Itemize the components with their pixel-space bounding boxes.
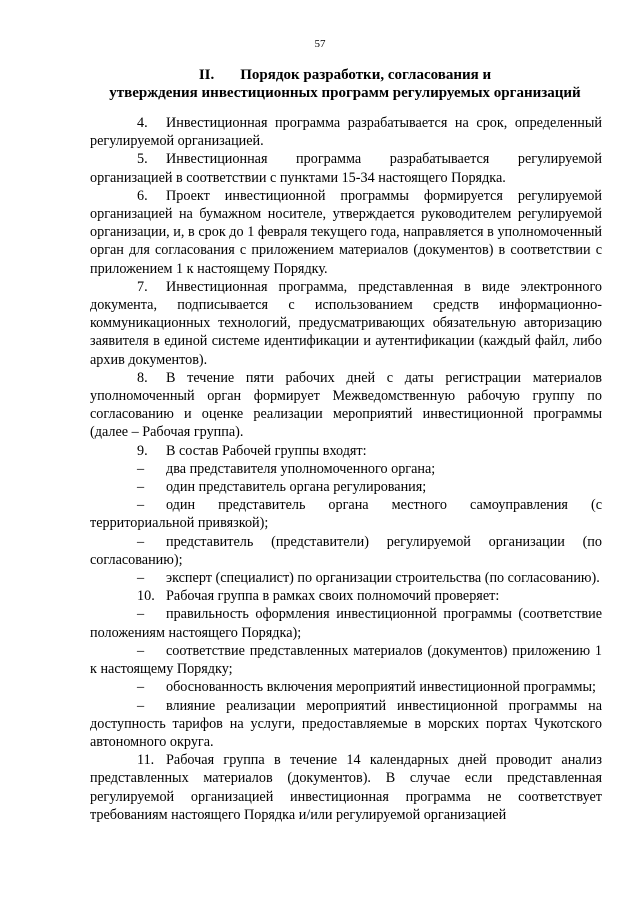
paragraph-number: 8. xyxy=(137,369,148,386)
paragraph-number: 9. xyxy=(137,442,148,459)
list-dash: – xyxy=(137,570,145,587)
list-item xyxy=(90,697,602,752)
list-item xyxy=(90,605,602,641)
list-item-text: соответствие представленных материалов (документов) приложению 1 к настоящему Порядку; xyxy=(90,642,602,678)
paragraph-text: Инвестиционная программа разрабатывается на срок, определенный регулируемой организацией. xyxy=(90,115,602,150)
list-item xyxy=(90,478,602,496)
paragraph-text: Рабочая группа в рамках своих полномочий проверяет: xyxy=(166,588,500,605)
list-item xyxy=(90,569,602,587)
paragraph-number: 7. xyxy=(137,278,148,295)
paragraph-text: Инвестиционная программа разрабатывается регулируемой организацией в соответствии с пунктами 15-34 настоящего Порядка. xyxy=(90,151,602,186)
list-item-text: один представитель органа местного самоуправления (с территориальной привязкой); xyxy=(90,497,602,532)
paragraph-4 xyxy=(90,114,602,150)
paragraph-11 xyxy=(90,751,602,824)
paragraph-number: 6. xyxy=(137,187,148,204)
paragraph-number: 10. xyxy=(137,588,155,605)
list-dash: – xyxy=(137,642,145,659)
document-body xyxy=(90,114,602,824)
list-dash: – xyxy=(137,679,145,696)
list-dash: – xyxy=(137,697,145,714)
list-dash: – xyxy=(137,497,145,514)
section-heading xyxy=(90,66,600,102)
paragraph-5 xyxy=(90,150,602,186)
list-item-text: один представитель органа регулирования; xyxy=(166,479,427,496)
paragraph-text: В состав Рабочей группы входят: xyxy=(166,442,367,459)
list-item-text: правильность оформления инвестиционной программы (соответствие положениям настоящего Порядка); xyxy=(90,606,602,641)
list-item-text: влияние реализации мероприятий инвестиционной программы на доступность тарифов на услуги, предоставляемые в морских портах Чукотского автономного округа. xyxy=(90,697,602,750)
paragraph-number: 5. xyxy=(137,151,148,168)
paragraph-text: Инвестиционная программа, представленная в виде электронного документа, подписывается с использованием средств информационно-коммуникационных технологий, предусматривающих обязательную авторизацию заявителя в единой системе идентификации и аутентификации (каждый файл, либо архив документов). xyxy=(90,278,602,368)
section-title-line-1: Порядок разработки, согласования и xyxy=(240,67,492,83)
list-item-text: эксперт (специалист) по организации строительства (по согласованию). xyxy=(166,570,600,587)
paragraph-9 xyxy=(90,442,602,460)
list-item xyxy=(90,642,602,678)
paragraph-number: 4. xyxy=(137,115,148,131)
paragraph-7 xyxy=(90,278,602,369)
list-dash: – xyxy=(137,479,145,496)
paragraph-text: Проект инвестиционной программы формируется регулируемой организацией на бумажном носителе, утверждается руководителем регулируемой организации, и, в срок до 1 февраля текущего года, направляется в уполномоченный орган для согласования с приложением материалов (документов) в соответствии с приложением 1 к настоящему Порядку. xyxy=(90,187,602,277)
list-dash: – xyxy=(137,606,145,623)
list-dash: – xyxy=(137,533,145,550)
list-item xyxy=(90,678,602,696)
section-number: II. xyxy=(198,67,215,83)
paragraph-text: В течение пяти рабочих дней с даты регистрации материалов уполномоченный орган формирует Межведомственную рабочую группу по согласованию и оценке реализации мероприятий инвестиционной программы (далее – Рабочая группа). xyxy=(90,369,602,441)
list-dash: – xyxy=(137,460,145,477)
paragraph-10 xyxy=(90,587,602,605)
list-item xyxy=(90,496,602,532)
paragraph-6 xyxy=(90,187,602,278)
section-title-line-2: утверждения инвестиционных программ регулируемых организаций xyxy=(109,85,581,101)
list-item xyxy=(90,533,602,569)
paragraph-text: Рабочая группа в течение 14 календарных дней проводит анализ представленных материалов (документов). В случае если представленная регулируемой организацией инвестиционная программа не соответствует требованиям настоящего Порядка и/или регулируемой организацией xyxy=(90,752,602,823)
list-item-text: представитель (представители) регулируемой организации (по согласованию); xyxy=(90,533,602,568)
list-item-text: два представителя уполномоченного органа; xyxy=(166,460,436,477)
list-item xyxy=(90,460,602,478)
section-heading-line-1 xyxy=(90,66,600,84)
paragraph-8 xyxy=(90,369,602,442)
paragraph-number: 11. xyxy=(137,752,155,769)
page-number: 57 xyxy=(314,38,326,50)
list-item-text: обоснованность включения мероприятий инвестиционной программы; xyxy=(166,679,596,696)
